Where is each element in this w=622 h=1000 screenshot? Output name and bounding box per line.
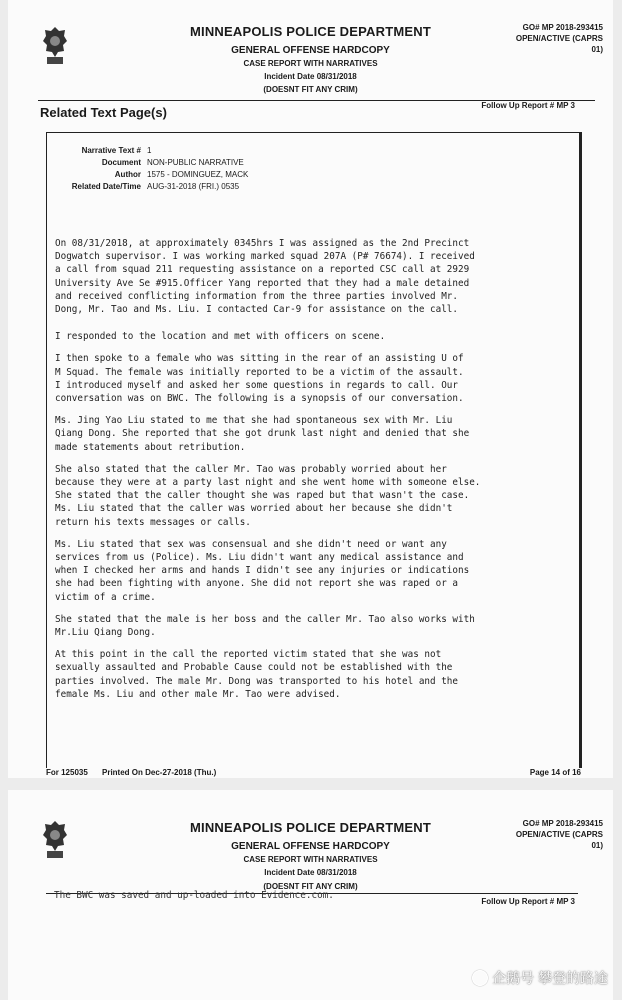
watermark-text: 企鹅号 攀登的路途	[492, 970, 608, 986]
report-type: CASE REPORT WITH NARRATIVES	[243, 855, 378, 864]
status-line-2: 01)	[591, 45, 603, 54]
status-line-1: OPEN/ACTIVE (CAPRS	[515, 34, 603, 43]
narrative-value: 1	[147, 146, 152, 155]
department-name: MINNEAPOLIS POLICE DEPARTMENT	[189, 24, 431, 39]
narrative-metadata	[47, 145, 347, 193]
author-value: 1575 - DOMINGUEZ, MACK	[147, 170, 249, 179]
go-number-block	[516, 22, 603, 55]
continuation-text: The BWC was saved and up-loaded into Evidence.com.	[54, 890, 334, 901]
status-line-1: OPEN/ACTIVE (CAPRS	[515, 830, 603, 839]
follow-up-number: Follow Up Report # MP 3	[481, 101, 575, 110]
narrative-paragraph: At this point in the call the reported victim stated that she was not sexually assaulted and Probable Cause could not be established with the parties involved. The male Mr. Dong was transported to his hotel and the female Ms. Liu and other male Mr. Tao were advised.	[55, 649, 458, 700]
report-subtitle: GENERAL OFFENSE HARDCOPY	[231, 45, 390, 56]
narrative-text	[55, 237, 570, 710]
status-line-2: 01)	[591, 841, 603, 850]
department-name: MINNEAPOLIS POLICE DEPARTMENT	[189, 820, 431, 835]
narrative-paragraph: I responded to the location and met with officers on scene.	[55, 331, 386, 343]
narrative-paragraph: She also stated that the caller Mr. Tao was probably worried about her because they were at a party last night and she went home with someone else. She stated that the caller thought she was raped but that wasn't the case. Ms. Liu stated that the caller was worried about her because she didn't return his texts messages or calls.	[55, 463, 481, 528]
date-value: AUG-31-2018 (FRI.) 0535	[147, 182, 240, 191]
penguin-icon	[472, 970, 488, 986]
classification: (DOESNT FIT ANY CRIM)	[263, 85, 358, 94]
document-page-1	[8, 0, 613, 778]
narrative-paragraph: Ms. Jing Yao Liu stated to me that she had spontaneous sex with Mr. Liu Qiang Dong. She reported that she got drunk last night and denied that she made statements about retribution.	[55, 415, 470, 453]
classification: (DOESNT FIT ANY CRIM)	[263, 882, 358, 891]
report-subtitle: GENERAL OFFENSE HARDCOPY	[231, 841, 390, 852]
go-number: GO# MP 2018-293415	[522, 819, 603, 828]
narrative-paragraph: On 08/31/2018, at approximately 0345hrs I was assigned as the 2nd Precinct Dogwatch supervisor. I was working marked squad 207A (P# 76674). I received a call from squad 211 requesting assistance on a reported CSC call at 2929 University Ave Se #915.Officer Yang reported that they had a male detained and received conflicting information from the three parties involved Mr. Dong, Mr. Tao and Ms. Liu. I contacted Car-9 for assistance on the call.	[55, 238, 475, 316]
report-type: CASE REPORT WITH NARRATIVES	[243, 59, 378, 68]
incident-date: Incident Date 08/31/2018	[264, 72, 357, 81]
narrative-paragraph: She stated that the male is her boss and the caller Mr. Tao also works with Mr.Liu Qiang Dong.	[55, 613, 475, 639]
go-number: GO# MP 2018-293415	[522, 23, 603, 32]
incident-date: Incident Date 08/31/2018	[264, 868, 357, 877]
printed-date: Printed On Dec-27-2018 (Thu.)	[102, 768, 217, 777]
form-number: For 125035	[46, 768, 88, 777]
narrative-paragraph: I then spoke to a female who was sitting in the rear of an assisting U of M Squad. The female was initially reported to be a victim of the assault. I introduced myself and asked her some questions in regards to call. Our conversation was on BWC. The following is a synopsis of our conversation.	[55, 353, 464, 405]
date-label: Related Date/Time	[71, 182, 141, 191]
narrative-box	[46, 132, 582, 768]
author-label: Author	[114, 170, 141, 179]
narrative-paragraph: Ms. Liu stated that sex was consensual and she didn't need or want any services from us (Police). Ms. Liu didn't want any medical assistance and when I checked her arms and hands I didn't see any injuries or indications she had been fighting with anyone. She did not report she was raped or a victim of a crime.	[55, 538, 470, 603]
page-number: Page 14 of 16	[529, 768, 581, 777]
document-value: NON-PUBLIC NARRATIVE	[147, 158, 244, 167]
section-title: Related Text Page(s)	[40, 105, 167, 120]
follow-up-number: Follow Up Report # MP 3	[481, 897, 575, 906]
document-label: Document	[101, 158, 141, 167]
watermark	[472, 968, 608, 988]
go-number-block	[516, 818, 603, 851]
narrative-label: Narrative Text #	[81, 146, 141, 155]
